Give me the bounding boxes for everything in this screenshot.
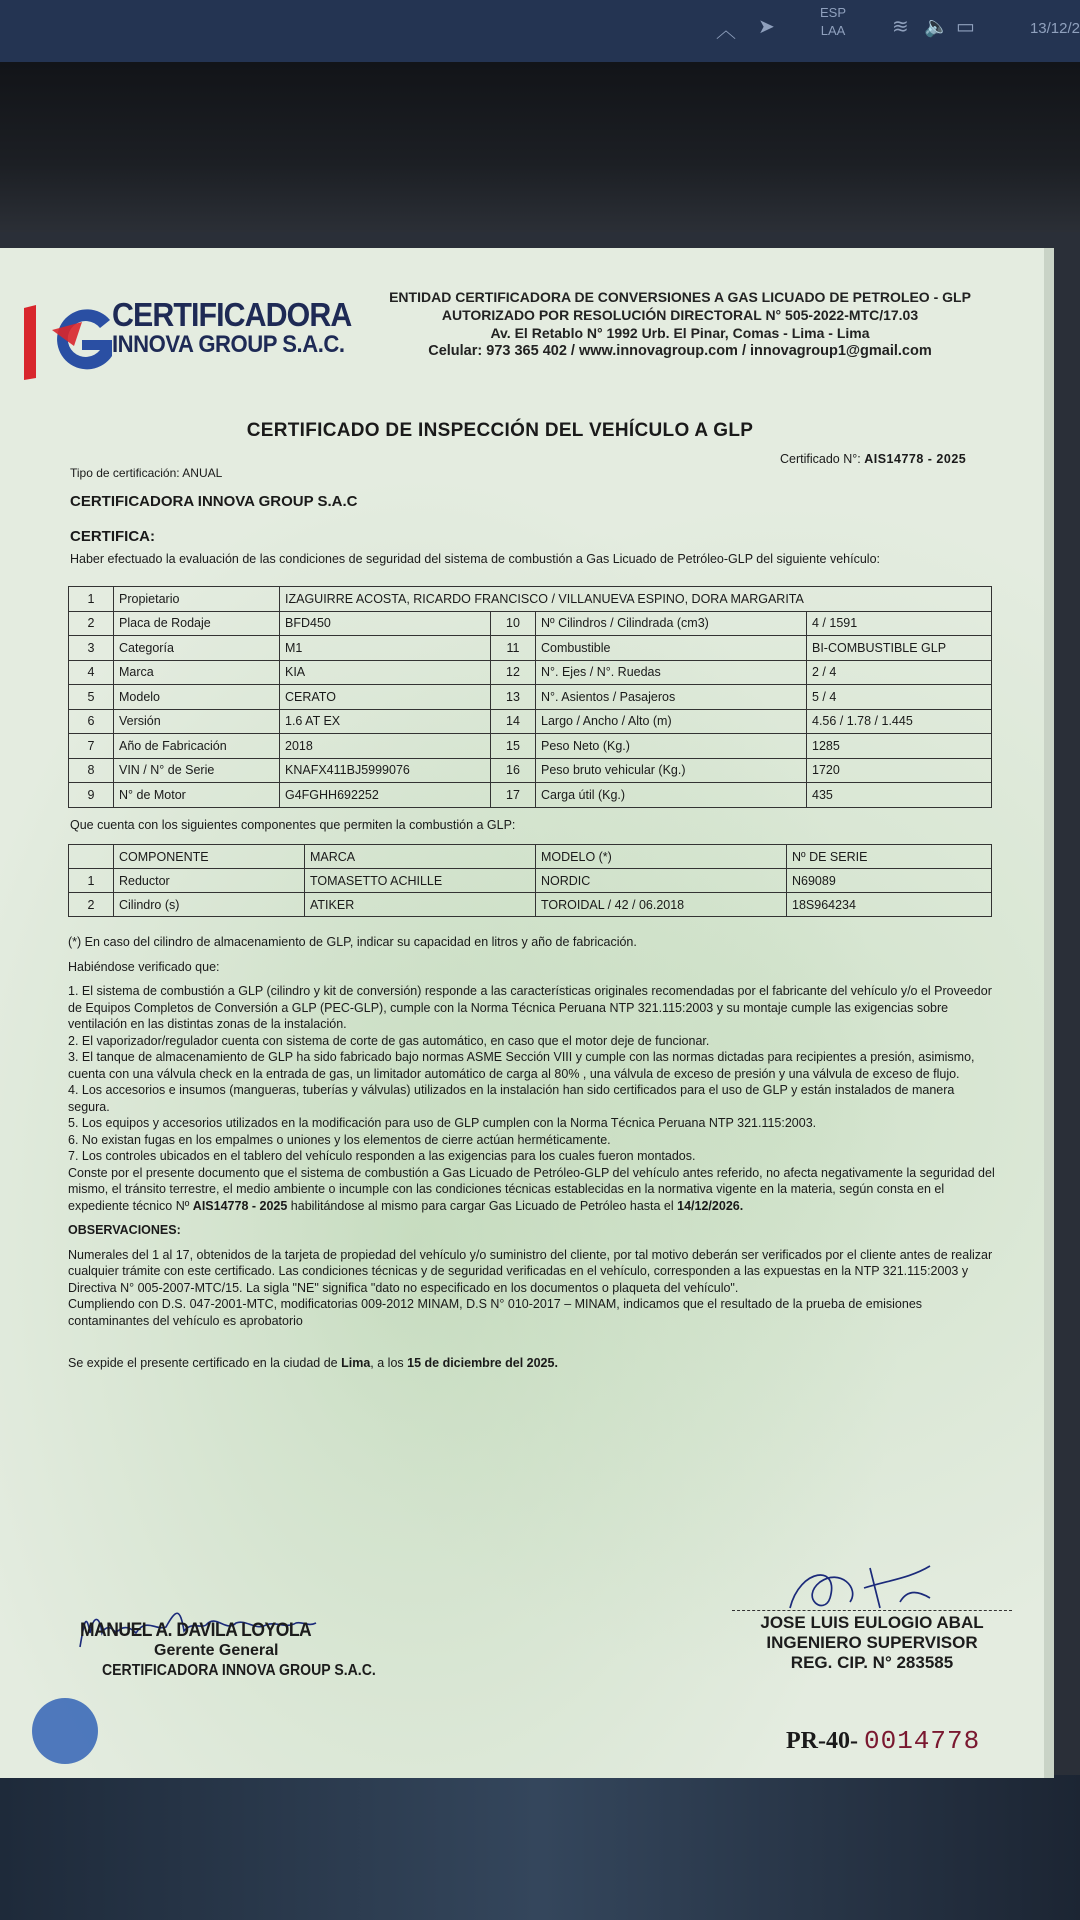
field-label: Modelo [114, 685, 280, 710]
conclusion-code: AIS14778 - 2025 [192, 1198, 288, 1213]
row-number: 2 [69, 611, 114, 636]
field-label: VIN / N° de Serie [114, 758, 280, 783]
row-number: 3 [69, 636, 114, 661]
certificate-body [68, 934, 998, 1372]
serial-digits: 0014778 [863, 1726, 981, 1756]
field-value: 1285 [807, 734, 992, 759]
row-number: 11 [491, 636, 536, 661]
component-brand: ATIKER [305, 893, 536, 917]
row-number: 14 [491, 709, 536, 734]
list-item: 7. Los controles ubicados en el tablero del vehículo responden a las exigencias para los cuales fueron montados. [68, 1149, 696, 1163]
header-cell: COMPONENTE [114, 845, 305, 869]
field-label: N° de Motor [114, 783, 280, 808]
header-cell: MARCA [305, 845, 536, 869]
owner-value: IZAGUIRRE ACOSTA, RICARDO FRANCISCO / VILLANUEVA ESPINO, DORA MARGARITA [280, 587, 992, 612]
issue-text: Se expide el presente certificado en la ciudad de [68, 1356, 338, 1370]
field-value: 4 / 1591 [807, 611, 992, 636]
field-value: G4FGHH692252 [280, 783, 491, 808]
field-value: BFD450 [280, 611, 491, 636]
table-row [69, 587, 992, 612]
field-label: Versión [114, 709, 280, 734]
issue-text: , a los [370, 1356, 404, 1370]
field-label: Combustible [536, 636, 807, 661]
conclusion [68, 1165, 998, 1215]
engineer-registration: REG. CIP. N° 283585 [790, 1653, 954, 1672]
entity-address: Av. El Retablo N° 1992 Urb. El Pinar, Comas - Lima - Lima [490, 325, 870, 341]
field-value: BI-COMBUSTIBLE GLP [807, 636, 992, 661]
wifi-icon[interactable]: ≋ [892, 16, 909, 38]
observation-2: Cumpliendo con D.S. 047-2001-MTC, modificatorias 009-2012 MINAM, D.S N° 010-2017 – MINAM, indicamos que el resultado de la prueba de emisiones contaminantes del vehículo es aprobatorio [68, 1297, 923, 1328]
component-model: NORDIC [536, 869, 787, 893]
components-table [68, 844, 992, 917]
cylinder-footnote: (*) En caso del cilindro de almacenamiento de GLP, indicar su capacidad en litros y año de fabricación. [68, 935, 637, 949]
component-name: Cilindro (s) [114, 893, 305, 917]
logo-line-1: CERTIFICADORA [112, 296, 352, 333]
verification-list [68, 983, 998, 1165]
header-cell: MODELO (*) [536, 845, 787, 869]
row-number: 7 [69, 734, 114, 759]
row-number: 6 [69, 709, 114, 734]
engineer-signature-block [732, 1610, 1012, 1673]
component-model: TOROIDAL / 42 / 06.2018 [536, 893, 787, 917]
vehicle-table [68, 586, 992, 808]
field-value: KNAFX411BJ5999076 [280, 758, 491, 783]
list-item: 4. Los accesorios e insumos (mangueras, tuberías y válvulas) utilizados en la instalación han sido certificados para el uso de GLP y están instalados de manera segura. [68, 1083, 955, 1114]
field-value: 5 / 4 [807, 685, 992, 710]
table-row [69, 869, 992, 893]
header-cell [69, 845, 114, 869]
row-number: 4 [69, 660, 114, 685]
table-row [69, 636, 992, 661]
stamp-seal-icon [32, 1698, 98, 1764]
row-number: 5 [69, 685, 114, 710]
company-name: CERTIFICADORA INNOVA GROUP S.A.C [70, 493, 358, 510]
list-item: 2. El vaporizador/regulador cuenta con sistema de corte de gas automático, en caso que el motor deje de funcionar. [68, 1033, 710, 1048]
component-serial: 18S964234 [787, 893, 992, 917]
field-value: KIA [280, 660, 491, 685]
field-value: 4.56 / 1.78 / 1.445 [807, 709, 992, 734]
location-icon[interactable]: ➤ [758, 16, 775, 38]
clock-date[interactable]: 13/12/2 [1029, 20, 1080, 37]
certification-type: Tipo de certificación: ANUAL [70, 466, 223, 480]
engineer-name: JOSE LUIS EULOGIO ABAL [732, 1610, 1012, 1633]
issue-date: 15 de diciembre del 2025. [407, 1356, 558, 1370]
field-value: 2018 [280, 734, 491, 759]
row-number: 1 [69, 587, 114, 612]
table-header-row [69, 845, 992, 869]
row-number: 8 [69, 758, 114, 783]
volume-icon[interactable]: 🔈 [924, 16, 949, 38]
field-value: 2 / 4 [807, 660, 992, 685]
language-layout: LAA [820, 23, 846, 38]
row-number: 10 [491, 611, 536, 636]
verified-intro: Habiéndose verificado que: [68, 959, 220, 974]
component-serial: N69089 [787, 869, 992, 893]
observations-heading: OBSERVACIONES: [68, 1223, 181, 1237]
list-item: 5. Los equipos y accesorios utilizados en la modificación para uso de GLP cumplen con la Norma Técnica Peruana NTP 321.115:2003. [68, 1116, 817, 1130]
chevron-up-icon[interactable]: ︿ [716, 20, 736, 42]
table-row [69, 611, 992, 636]
field-label: Propietario [114, 587, 280, 612]
field-label: Carga útil (Kg.) [536, 783, 807, 808]
entity-name: ENTIDAD CERTIFICADORA DE CONVERSIONES A GAS LICUADO DE PETROLEO - GLP [389, 289, 971, 305]
conclusion-text: habilitándose al mismo para cargar Gas Licuado de Petróleo hasta el [290, 1198, 674, 1213]
monitor-bezel [0, 62, 1080, 232]
table-row [69, 893, 992, 917]
field-label: Peso Neto (Kg.) [536, 734, 807, 759]
entity-contact: Celular: 973 365 402 / www.innovagroup.com / innovagroup1@gmail.com [428, 343, 932, 359]
language-indicator[interactable] [820, 4, 846, 40]
list-item: 3. El tanque de almacenamiento de GLP ha sido fabricado bajo normas ASME Sección VIII y cumple con las normas dictadas para recipientes a presión, asimismo, cuenta con una válvula check en la entrada de gas, un limitador automático de carga al 80% , una válvula de exceso de presión y una válvula de exceso de flujo. [68, 1050, 975, 1081]
field-label: Año de Fabricación [114, 734, 280, 759]
document-title: CERTIFICADO DE INSPECCIÓN DEL VEHÍCULO A GLP [246, 420, 754, 441]
field-label: Marca [114, 660, 280, 685]
logo-wordmark [112, 296, 372, 360]
row-number: 15 [491, 734, 536, 759]
language-code: ESP [820, 5, 847, 20]
table-row [69, 783, 992, 808]
field-value: 1.6 AT EX [280, 709, 491, 734]
serial-prefix: PR-40- [786, 1728, 858, 1754]
row-number: 1 [69, 869, 114, 893]
row-number: 9 [69, 783, 114, 808]
field-label: N°. Ejes / N°. Ruedas [536, 660, 807, 685]
field-value: 435 [807, 783, 992, 808]
certifica-heading: CERTIFICA: [70, 528, 155, 545]
field-value: M1 [280, 636, 491, 661]
table-row [69, 709, 992, 734]
certificate-document [0, 248, 1044, 1778]
manager-company: CERTIFICADORA INNOVA GROUP S.A.C. [102, 1662, 376, 1679]
paper-edge [1044, 248, 1054, 1778]
entity-resolution: AUTORIZADO POR RESOLUCIÓN DIRECTORAL N° 505-2022-MTC/17.03 [441, 307, 919, 323]
field-label: N°. Asientos / Pasajeros [536, 685, 807, 710]
field-label: Nº Cilindros / Cilindrada (cm3) [536, 611, 807, 636]
list-item: 6. No existan fugas en los empalmes o uniones y los elementos de cierre actúan herméticamente. [68, 1132, 611, 1147]
serial-number [786, 1726, 980, 1756]
certificate-number-label: Certificado N°: [780, 452, 861, 466]
row-number: 16 [491, 758, 536, 783]
manager-name: MANUEL A. DAVILA LOYOLA [80, 1620, 312, 1641]
row-number: 17 [491, 783, 536, 808]
system-tray [680, 0, 1080, 60]
table-row [69, 734, 992, 759]
row-number: 13 [491, 685, 536, 710]
component-name: Reductor [114, 869, 305, 893]
issue-statement [68, 1355, 998, 1372]
certificate-number-value: AIS14778 - 2025 [864, 452, 967, 466]
manager-role: Gerente General [154, 1642, 279, 1659]
certificate-number [780, 452, 966, 466]
table-row [69, 660, 992, 685]
field-value: 1720 [807, 758, 992, 783]
logo-line-2: INNOVA GROUP S.A.C. [112, 331, 345, 358]
table-row [69, 685, 992, 710]
validity-date: 14/12/2026. [677, 1198, 744, 1213]
field-value: CERATO [280, 685, 491, 710]
conclusion-text: Conste por el presente documento que el sistema de combustión a Gas Licuado de Petróleo-GLP del vehículo antes referido, no afecta negativamente la seguridad del mismo, el tránsito terrestre, el medio ambiente o incumple con las condiciones técnicas establecidas en la normativa vigente en la materia, según consta en el expediente técnico Nº [68, 1165, 995, 1213]
field-label: Categoría [114, 636, 280, 661]
header-cell: Nº DE SERIE [787, 845, 992, 869]
field-label: Peso bruto vehicular (Kg.) [536, 758, 807, 783]
issue-city: Lima [341, 1356, 371, 1370]
engineer-role: INGENIERO SUPERVISOR [766, 1633, 978, 1652]
field-label: Largo / Ancho / Alto (m) [536, 709, 807, 734]
observation-1: Numerales del 1 al 17, obtenidos de la tarjeta de propiedad del vehículo y/o suministro del cliente, por tal motivo deberán ser verificados por el cliente antes de realizar cualquier trámite con este certificado. Las condiciones técnicas y de seguridad verificadas en el vehículo, corresponden a las expuestas en la NTP 321.115:2003 y Directiva N° 005-2007-MTC/15. La sigla "NE" significa "dato no especificado en los documentos o plaqueta del vehículo". [68, 1247, 993, 1295]
battery-icon[interactable]: ▭ [956, 16, 975, 38]
background-surface [0, 1775, 1080, 1920]
field-label: Placa de Rodaje [114, 611, 280, 636]
components-intro: Que cuenta con los siguientes componentes que permiten la combustión a GLP: [70, 818, 516, 832]
table-row [69, 758, 992, 783]
evaluation-intro: Haber efectuado la evaluación de las condiciones de seguridad del sistema de combustión a Gas Licuado de Petróleo-GLP del siguiente vehículo: [70, 552, 881, 566]
list-item: 1. El sistema de combustión a GLP (cilindro y kit de conversión) responde a las características originales recomendadas por el fabricante del vehículo y/o el Proveedor de Equipos Completos de Conversión a GLP (PEC-GLP), cumple con la Norma Técnica Peruana NTP 321.115:2003 y su montaje cumple las exigencias sobre ventilación en las distintas zonas de la instalación. [68, 984, 992, 1031]
row-number: 12 [491, 660, 536, 685]
row-number: 2 [69, 893, 114, 917]
entity-header [380, 288, 980, 360]
component-brand: TOMASETTO ACHILLE [305, 869, 536, 893]
